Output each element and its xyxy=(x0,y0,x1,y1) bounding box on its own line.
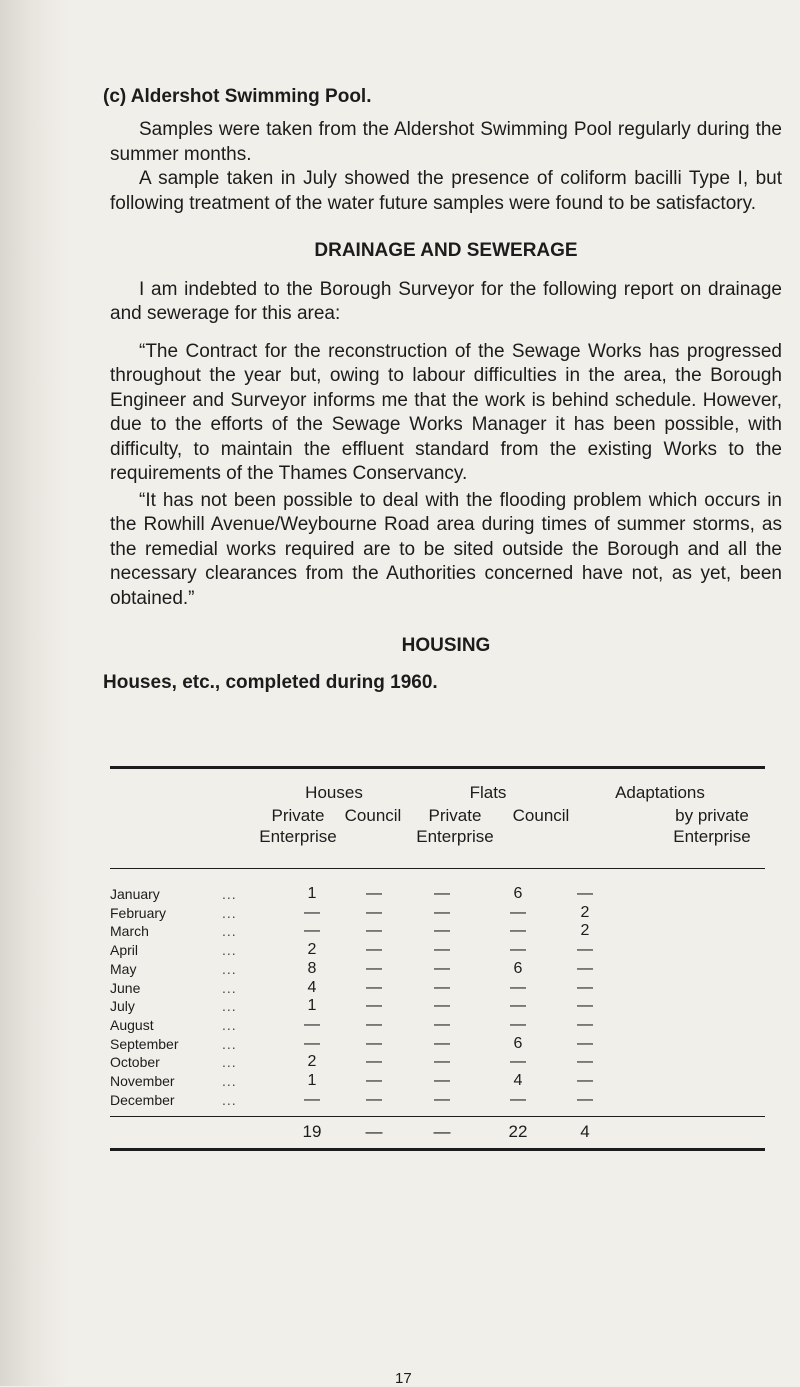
cell-houses-council: — xyxy=(366,941,382,959)
row-month: September xyxy=(110,1035,179,1052)
cell-flats-council: — xyxy=(510,978,526,996)
cell-houses-council: — xyxy=(366,978,382,996)
cell-adaptations: — xyxy=(577,941,593,959)
row-month: August xyxy=(110,1016,154,1033)
drainage-heading: DRAINAGE AND SEWERAGE xyxy=(314,240,578,261)
cell-houses-private: — xyxy=(304,1015,320,1033)
row-leader-dots: ... xyxy=(222,1073,237,1089)
cell-houses-private: 2 xyxy=(307,1053,317,1071)
row-month: December xyxy=(110,1091,175,1108)
row-month: April xyxy=(110,942,139,959)
cell-houses-private: 1 xyxy=(307,997,317,1015)
total-flats-private: — xyxy=(433,1122,451,1141)
drainage-quote-1: “The Contract for the reconstruction of the Sewage Works has progressed throughout the year but, owing to labour difficulties in the area, the Borough Engineer and Surveyor informs me that the work is behind schedule. However, due to the efforts of the Sewage Works Manager it has been possible, with difficulty, to maintain the effluent standard from the existing Works to the requirements of the Thames Conservancy. xyxy=(110,340,782,484)
cell-houses-private: — xyxy=(304,1090,320,1108)
cell-houses-council: — xyxy=(366,903,382,921)
cell-houses-council: — xyxy=(366,1015,382,1033)
housing-heading: HOUSING xyxy=(401,635,491,656)
row-month: May xyxy=(110,960,137,977)
cell-flats-council: 6 xyxy=(513,885,523,902)
subheader-adaptations: by private Enterprise xyxy=(673,806,751,846)
cell-flats-council: 6 xyxy=(513,1034,523,1052)
cell-adaptations: 2 xyxy=(580,903,590,921)
cell-adaptations: — xyxy=(577,1053,593,1071)
cell-flats-private: — xyxy=(434,1053,450,1071)
row-leader-dots: ... xyxy=(222,1054,237,1071)
cell-flats-council: 4 xyxy=(513,1072,523,1089)
cell-houses-council: — xyxy=(366,922,382,940)
cell-houses-private: — xyxy=(304,922,320,940)
table-top-rule xyxy=(110,766,765,769)
cell-flats-private: — xyxy=(434,997,450,1015)
total-flats-council: 22 xyxy=(508,1122,528,1141)
cell-adaptations: — xyxy=(577,1090,593,1108)
cell-adaptations: — xyxy=(577,1034,593,1052)
total-adaptations: 4 xyxy=(580,1122,590,1141)
cell-adaptations: — xyxy=(577,1072,593,1089)
row-leader-dots: ... xyxy=(222,886,237,902)
row-month: June xyxy=(110,979,141,996)
total-houses-private: 19 xyxy=(302,1122,322,1141)
totals-rule xyxy=(110,1116,765,1117)
cell-flats-council: — xyxy=(510,1015,526,1033)
subheader-flats-council: Council xyxy=(512,806,570,825)
table-bottom-rule xyxy=(110,1148,765,1151)
cell-houses-private: 4 xyxy=(307,978,317,996)
scan-edge-shadow xyxy=(0,0,70,1386)
cell-adaptations: — xyxy=(577,959,593,977)
cell-houses-council: — xyxy=(366,959,382,977)
swimming-pool-paragraph-1: Samples were taken from the Aldershot Swimming Pool regularly during the summer months. xyxy=(110,119,782,165)
row-leader-dots: ... xyxy=(222,1035,237,1052)
cell-flats-council: — xyxy=(510,903,526,921)
drainage-intro: I am indebted to the Borough Surveyor for the following report on drainage and sewerage for this area: xyxy=(110,278,782,324)
cell-flats-council: — xyxy=(510,997,526,1015)
cell-houses-private: 1 xyxy=(307,885,317,902)
row-month: February xyxy=(110,904,167,921)
cell-houses-council: — xyxy=(366,885,382,902)
page-number: 17 xyxy=(395,1370,412,1387)
total-houses-council: — xyxy=(365,1122,383,1141)
cell-adaptations: — xyxy=(577,997,593,1015)
cell-flats-council: — xyxy=(510,1053,526,1071)
cell-houses-private: — xyxy=(304,1034,320,1052)
subheader-flats-private: Private Enterprise xyxy=(416,806,494,846)
cell-flats-private: — xyxy=(434,1072,450,1089)
cell-flats-private: — xyxy=(434,1034,450,1052)
cell-houses-council: — xyxy=(366,1034,382,1052)
cell-houses-private: 1 xyxy=(307,1072,317,1089)
cell-flats-council: — xyxy=(510,941,526,959)
housing-table xyxy=(110,766,765,1146)
cell-flats-private: — xyxy=(434,903,450,921)
cell-flats-private: — xyxy=(434,885,450,902)
row-month: July xyxy=(110,998,135,1015)
cell-houses-council: — xyxy=(366,1053,382,1071)
cell-flats-council: — xyxy=(510,922,526,940)
cell-flats-council: 6 xyxy=(513,959,523,977)
header-adaptations: Adaptations xyxy=(615,783,705,802)
header-rule xyxy=(110,868,765,869)
row-leader-dots: ... xyxy=(222,923,237,940)
subheader-houses-council: Council xyxy=(344,806,402,825)
cell-houses-council: — xyxy=(366,1090,382,1108)
text-body xyxy=(103,86,782,694)
cell-flats-private: — xyxy=(434,941,450,959)
cell-adaptations: — xyxy=(577,978,593,996)
section-c-heading: (c) Aldershot Swimming Pool. xyxy=(103,86,372,107)
drainage-quote-2: “It has not been possible to deal with the flooding problem which occurs in the Rowhill Avenue/Weybourne Road area during times of summer storms, as the remedial works required are to be sited outside the Borough and all the necessary clearances from the Authorities concerned have not, as yet, been obtained.” xyxy=(110,489,782,609)
row-month: October xyxy=(110,1054,160,1071)
cell-flats-council: — xyxy=(510,1090,526,1108)
cell-flats-private: — xyxy=(434,978,450,996)
cell-houses-council: — xyxy=(366,997,382,1015)
cell-houses-private: 2 xyxy=(307,941,317,959)
row-leader-dots: ... xyxy=(222,998,237,1015)
housing-table-title: Houses, etc., completed during 1960. xyxy=(103,671,438,693)
cell-houses-council: — xyxy=(366,1072,382,1089)
cell-houses-private: 8 xyxy=(307,959,317,977)
row-month: January xyxy=(110,886,160,902)
cell-flats-private: — xyxy=(434,959,450,977)
cell-flats-private: — xyxy=(434,1090,450,1108)
row-leader-dots: ... xyxy=(222,1016,237,1033)
cell-adaptations: — xyxy=(577,1015,593,1033)
row-leader-dots: ... xyxy=(222,1091,237,1108)
row-month: November xyxy=(110,1073,175,1089)
swimming-pool-paragraph-2: A sample taken in July showed the presence of coliform bacilli Type I, but following treatment of the water future samples were found to be satisfactory. xyxy=(110,168,782,214)
cell-flats-private: — xyxy=(434,1015,450,1033)
row-leader-dots: ... xyxy=(222,960,237,977)
cell-houses-private: — xyxy=(304,903,320,921)
header-flats: Flats xyxy=(469,783,507,802)
header-houses: Houses xyxy=(305,783,363,802)
cell-adaptations: 2 xyxy=(580,922,590,940)
subheader-houses-private: Private Enterprise xyxy=(259,806,337,846)
cell-adaptations: — xyxy=(577,885,593,902)
row-leader-dots: ... xyxy=(222,904,237,921)
row-leader-dots: ... xyxy=(222,979,237,996)
row-leader-dots: ... xyxy=(222,942,237,959)
row-month: March xyxy=(110,923,149,940)
cell-flats-private: — xyxy=(434,922,450,940)
